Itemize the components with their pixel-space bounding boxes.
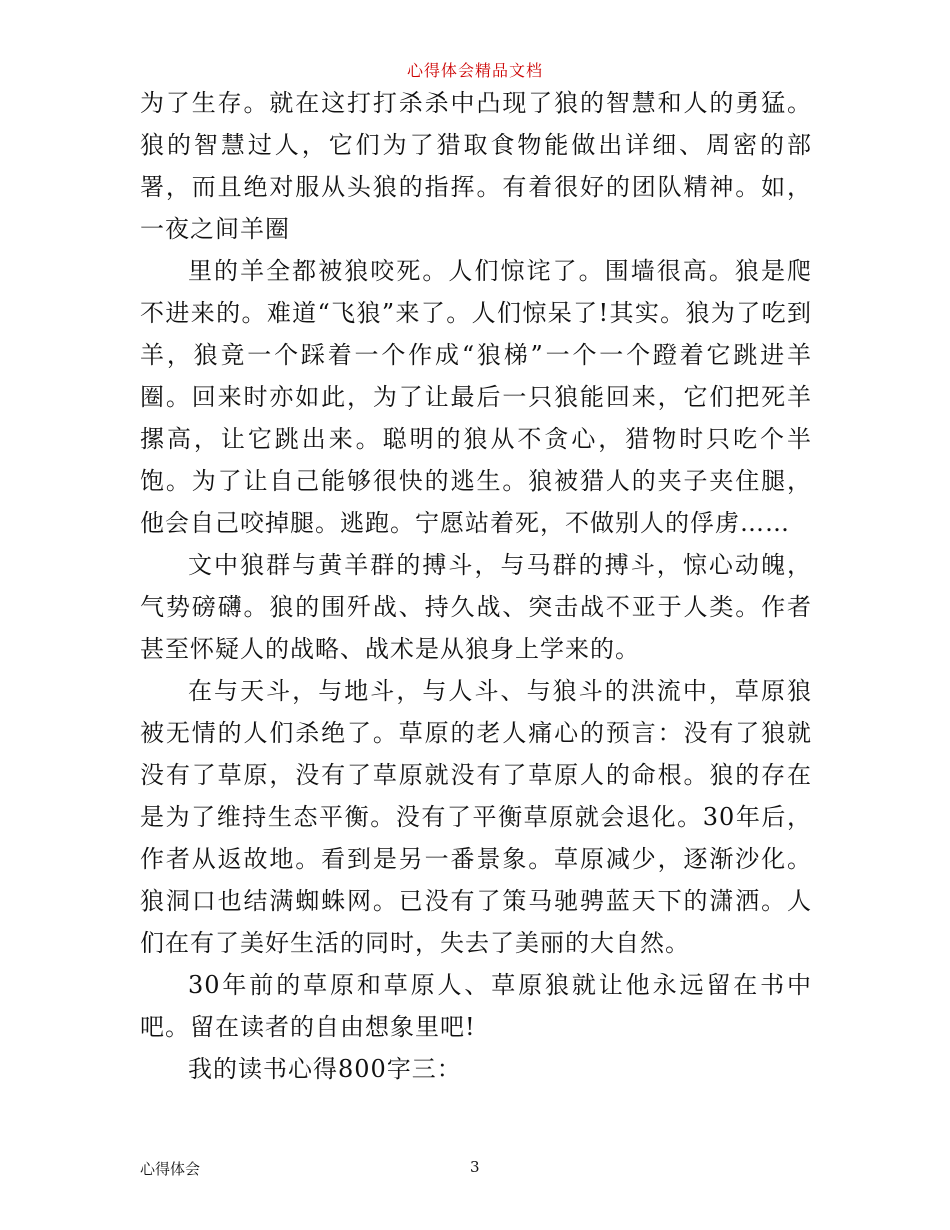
paragraph-5: 30年前的草原和草原人、草原狼就让他永远留在书中吧。留在读者的自由想象里吧! — [140, 971, 812, 1041]
document-body — [140, 82, 812, 1090]
paragraph-3: 文中狼群与黄羊群的搏斗，与马群的搏斗，惊心动魄，气势磅礴。狼的围歼战、持久战、突击战不亚于人类。作者甚至怀疑人的战略、战术是从狼身上学来的。 — [140, 551, 812, 663]
page-header-title: 心得体会精品文档 — [406, 61, 543, 80]
footer-label: 心得体会 — [140, 1160, 201, 1178]
page-number: 3 — [470, 1158, 480, 1176]
paragraph-2: 里的羊全都被狼咬死。人们惊诧了。围墙很高。狼是爬不进来的。难道“飞狼”来了。人们惊呆了!其实。狼为了吃到羊，狼竟一个踩着一个作成“狼梯”一个一个蹬着它跳进羊圈。回来时亦如此，为了让最后一只狼能回来，它们把死羊摞高，让它跳出来。聪明的狼从不贪心，猎物时只吃个半饱。为了让自己能够很快的逃生。狼被猎人的夹子夹住腿，他会自己咬掉腿。逃跑。宁愿站着死，不做别人的俘虏…… — [140, 257, 812, 537]
paragraph-4: 在与天斗，与地斗，与人斗、与狼斗的洪流中，草原狼被无情的人们杀绝了。草原的老人痛心的预言：没有了狼就没有了草原，没有了草原就没有了草原人的命根。狼的存在是为了维持生态平衡。没有了平衡草原就会退化。30年后，作者从返故地。看到是另一番景象。草原减少，逐渐沙化。狼洞口也结满蜘蛛网。已没有了策马驰骋蓝天下的潇洒。人们在有了美好生活的同时，失去了美丽的大自然。 — [140, 677, 812, 957]
paragraph-6: 我的读书心得800字三： — [188, 1055, 462, 1083]
paragraph-1: 为了生存。就在这打打杀杀中凸现了狼的智慧和人的勇猛。狼的智慧过人，它们为了猎取食物能做出详细、周密的部署，而且绝对服从头狼的指挥。有着很好的团队精神。如，一夜之间羊圈 — [140, 89, 812, 243]
